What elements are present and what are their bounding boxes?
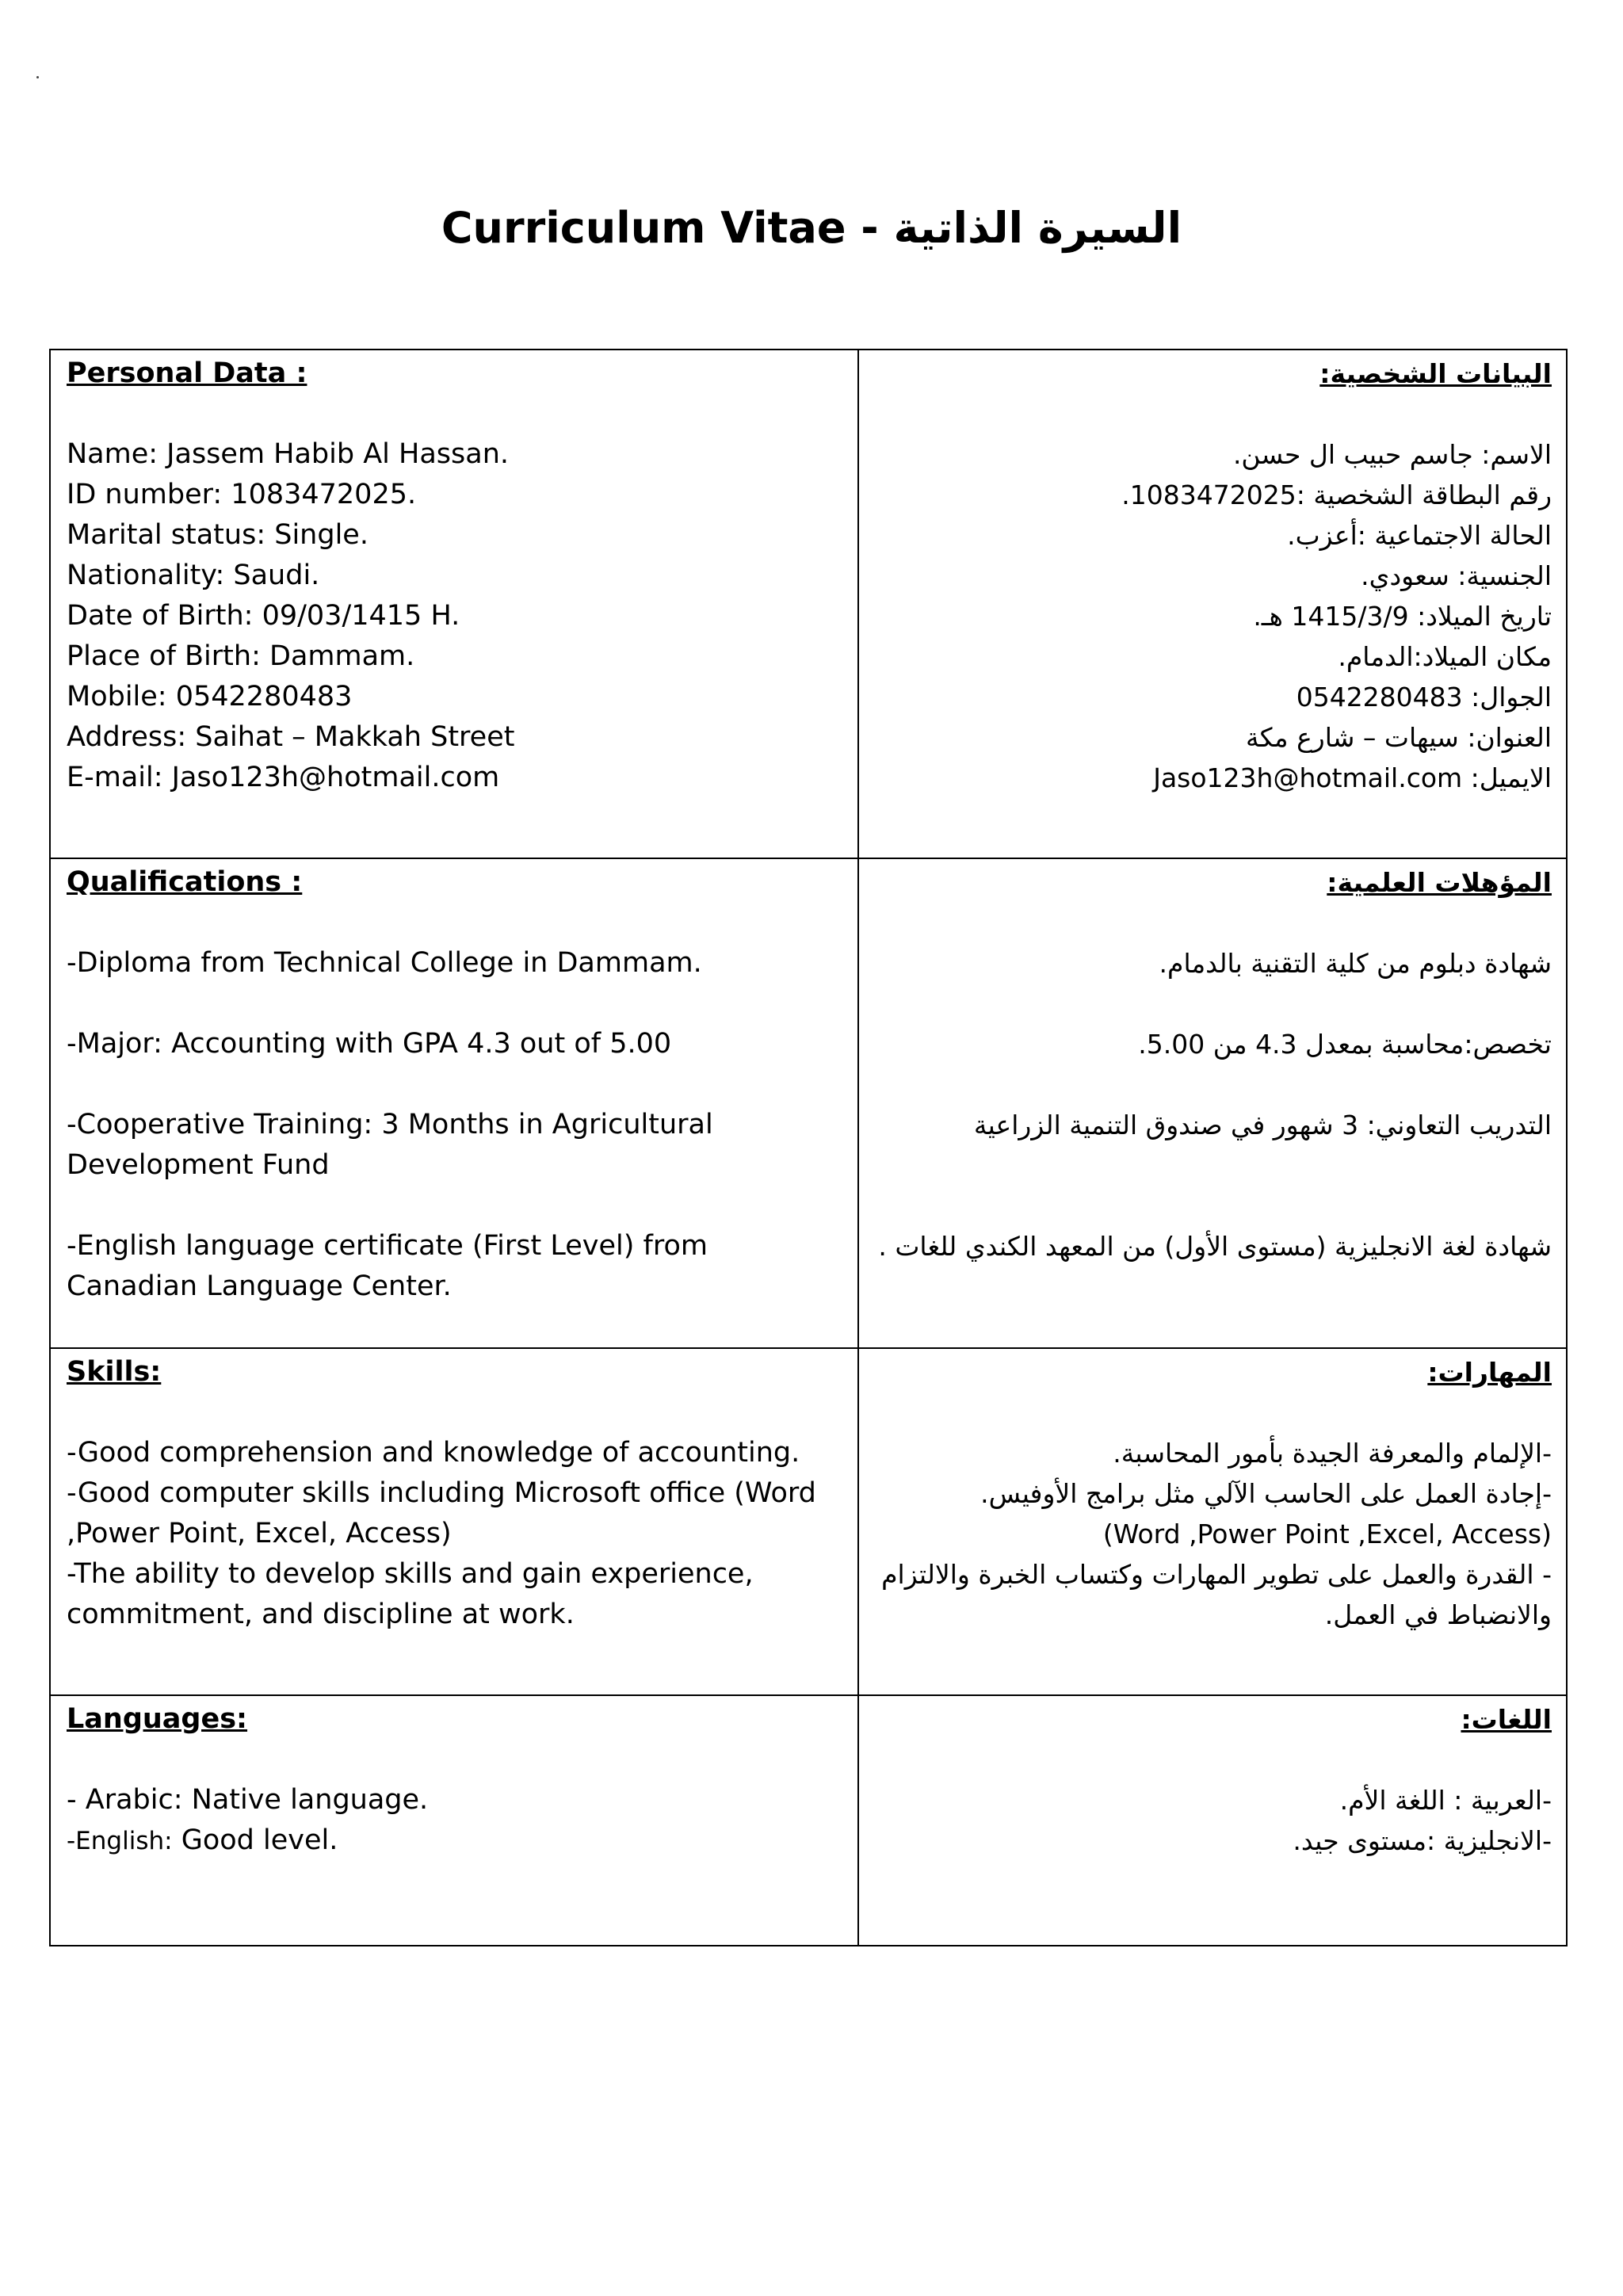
- languages-heading-ar: اللغات:: [1461, 1704, 1552, 1735]
- marital-line-ar: الحالة الاجتماعية :أعزب.: [1287, 520, 1552, 551]
- qualifications-heading: Qualifications :: [67, 866, 303, 898]
- address-line-ar: العنوان: سيهات – شارع مكة: [1246, 722, 1552, 753]
- language-item-rest: Good level.: [172, 1824, 338, 1856]
- pob-line: Place of Birth: Dammam.: [67, 640, 415, 672]
- personal-data-row: [50, 350, 1567, 858]
- languages-ar-cell: [858, 1695, 1567, 1946]
- address-line: Address: Saihat – Makkah Street: [67, 721, 515, 753]
- qualifications-en-cell: [50, 858, 858, 1348]
- nationality-line-ar: الجنسية: سعودي.: [1361, 560, 1552, 591]
- qualifications-ar-cell: [858, 858, 1567, 1348]
- languages-row: [50, 1695, 1567, 1946]
- dob-line: Date of Birth: 09/03/1415 H.: [67, 600, 460, 632]
- dob-line-ar: تاريخ الميلاد: 1415/3/9 هـ.: [1253, 601, 1552, 632]
- email-line-ar: الايميل: Jaso123h@hotmail.com: [1153, 762, 1552, 793]
- languages-en-cell: [50, 1695, 858, 1946]
- skill-item-ar: (Word ,Power Point ,Excel, Access): [1102, 1519, 1552, 1549]
- id-line-ar: رقم البطاقة الشخصية :1083472025.: [1121, 479, 1552, 510]
- language-item-prefix: -English:: [67, 1827, 173, 1855]
- pob-line-ar: مكان الميلاد:الدمام.: [1338, 641, 1552, 672]
- skill-item-ar: - القدرة والعمل على تطوير المهارات وكتساب الخبرة والالتزام والانضباط في العمل.: [881, 1559, 1552, 1630]
- stray-dot: [36, 76, 39, 78]
- nationality-line: Nationality: Saudi.: [67, 560, 320, 591]
- qualification-item: -Cooperative Training: 3 Months in Agricultural Development Fund: [67, 1109, 713, 1181]
- skills-en-cell: [50, 1348, 858, 1695]
- qualification-item-ar: شهادة دبلوم من كلية التقنية بالدمام.: [1159, 948, 1552, 979]
- skills-ar-cell: [858, 1348, 1567, 1695]
- name-line-ar: الاسم: جاسم حبيب ال حسن.: [1232, 439, 1552, 470]
- skill-item-ar: -إجادة العمل على الحاسب الآلي مثل برامج الأوفيس.: [980, 1478, 1552, 1509]
- personal-data-heading-ar: البيانات الشخصية:: [1319, 358, 1552, 389]
- skills-row: [50, 1348, 1567, 1695]
- qualification-item: -Major: Accounting with GPA 4.3 out of 5.00: [67, 1028, 672, 1060]
- skill-item: -Good computer skills including Microsoft office (Word ,Power Point, Excel, Access): [67, 1477, 816, 1549]
- personal-data-en-cell: [50, 350, 858, 858]
- email-line: E-mail: Jaso123h@hotmail.com: [67, 762, 500, 793]
- mobile-line: Mobile: 0542280483: [67, 681, 353, 712]
- qualification-item-ar: تخصص:محاسبة بمعدل 4.3 من 5.00.: [1138, 1029, 1552, 1060]
- language-item-ar: -الانجليزية :مستوى جيد.: [1293, 1825, 1552, 1856]
- skill-item: -Good comprehension and knowledge of accounting.: [67, 1437, 800, 1469]
- language-item: - Arabic: Native language.: [67, 1784, 429, 1816]
- languages-heading: Languages:: [67, 1703, 248, 1735]
- qualifications-heading-ar: المؤهلات العلمية:: [1327, 867, 1552, 898]
- language-item: [67, 1820, 843, 1862]
- mobile-line-ar: الجوال: 0542280483: [1296, 682, 1552, 712]
- qualifications-row: [50, 858, 1567, 1348]
- qualification-item: -Diploma from Technical College in Dammam.: [67, 947, 702, 979]
- skills-heading: Skills:: [67, 1356, 162, 1388]
- cv-table: [49, 349, 1568, 1946]
- id-line: ID number: 1083472025.: [67, 479, 417, 510]
- skills-heading-ar: المهارات:: [1427, 1357, 1552, 1388]
- skill-item-ar: -الإلمام والمعرفة الجيدة بأمور المحاسبة.: [1113, 1438, 1552, 1469]
- document-title: Curriculum Vitae - السيرة الذاتية: [441, 203, 1182, 253]
- qualification-item-ar: التدريب التعاوني: 3 شهور في صندوق التنمية الزراعية: [973, 1110, 1552, 1140]
- qualification-item-ar: شهادة لغة الانجليزية (مستوى الأول) من المعهد الكندي للغات .: [878, 1231, 1552, 1262]
- name-line: Name: Jassem Habib Al Hassan.: [67, 438, 510, 470]
- skill-item: -The ability to develop skills and gain experience, commitment, and discipline at work.: [67, 1558, 754, 1630]
- marital-line: Marital status: Single.: [67, 519, 369, 551]
- qualification-item: -English language certificate (First Level) from Canadian Language Center.: [67, 1230, 708, 1302]
- language-item-ar: -العربية : اللغة الأم.: [1339, 1785, 1552, 1816]
- personal-data-heading: Personal Data :: [67, 357, 307, 389]
- personal-data-ar-cell: [858, 350, 1567, 858]
